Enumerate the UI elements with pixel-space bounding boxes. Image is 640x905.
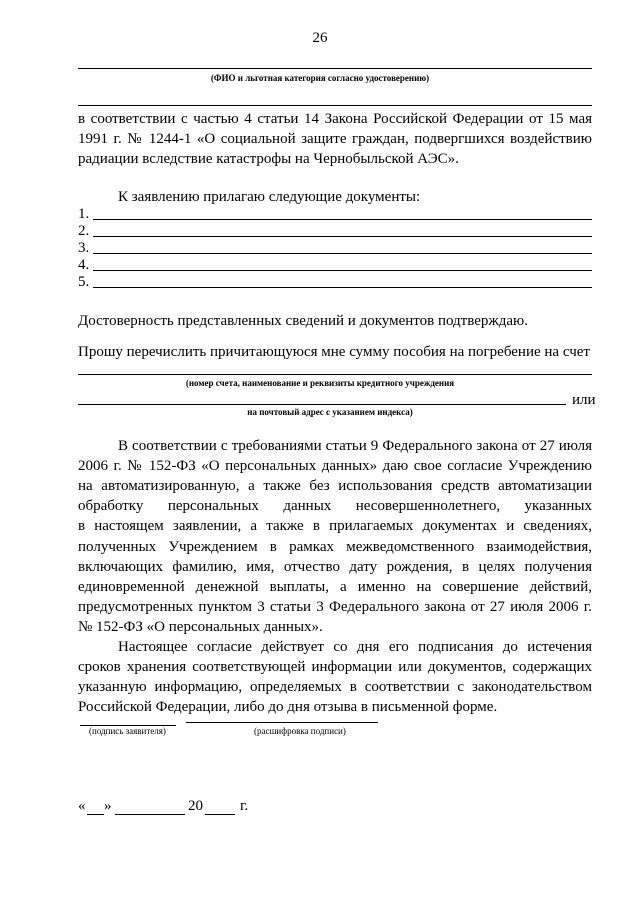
decoding-line[interactable] xyxy=(186,722,378,723)
date-open-quote: « xyxy=(78,798,86,814)
document-line-5[interactable] xyxy=(93,287,592,288)
document-number: 1. xyxy=(78,206,90,222)
account-caption: (номер счета, наименование и реквизиты кредитного учреждения xyxy=(185,378,455,388)
validity-line: указанную информацию, определяемых в соответствии с законодательством xyxy=(78,679,592,695)
fio-caption: (ФИО и льготная категория согласно удостоверению) xyxy=(210,73,430,83)
law-line-1: в соответствии с частью 4 статьи 14 Закона Российской Федерации от 15 мая xyxy=(78,111,592,127)
consent-line: № 152-ФЗ «О персональных данных». xyxy=(78,619,323,635)
document-line-3[interactable] xyxy=(93,253,592,254)
consent-line: полученных Учреждением в рамках межведомственного взаимодействия, xyxy=(78,539,592,555)
document-number: 5. xyxy=(78,274,90,290)
page-number: 26 xyxy=(312,30,328,46)
document-line-2[interactable] xyxy=(93,236,592,237)
document-number: 2. xyxy=(78,223,90,239)
or-word: или xyxy=(572,392,596,408)
month-field[interactable] xyxy=(115,814,185,815)
decoding-caption: (расшифровка подписи) xyxy=(254,726,346,736)
law-line-2: 1991 г. № 1244-1 «О социальной защите граждан, подвергшихся воздействию xyxy=(78,131,592,147)
postal-line[interactable] xyxy=(78,404,566,405)
account-line[interactable] xyxy=(78,374,592,375)
consent-line: на автоматизированную, а также без использования средств автоматизации xyxy=(78,478,592,494)
document-number: 4. xyxy=(78,257,90,273)
document-line-1[interactable] xyxy=(93,219,592,220)
year-prefix: 20 xyxy=(188,798,203,814)
year-suffix: г. xyxy=(240,798,249,814)
confirm-text: Достоверность представленных сведений и документов подтверждаю. xyxy=(78,313,528,329)
transfer-text: Прошу перечислить причитающуюся мне сумму пособия на погребение на счет xyxy=(78,344,590,360)
fio-line-2[interactable] xyxy=(78,105,592,106)
document-line-4[interactable] xyxy=(93,270,592,271)
validity-line: Настоящее согласие действует со дня его подписания до истечения xyxy=(118,639,592,655)
document-number: 3. xyxy=(78,240,90,256)
consent-line: В соответствии с требованиями статьи 9 Федерального закона от 27 июля xyxy=(118,438,592,454)
signature-caption: (подпись заявителя) xyxy=(89,726,166,736)
law-line-3: радиации вследствие катастрофы на Чернобыльской АЭС». xyxy=(78,151,459,167)
consent-line: включающих фамилию, имя, отчество дату рождения, в целях получения xyxy=(78,559,592,575)
consent-line: 2006 г. № 152-ФЗ «О персональных данных» даю свое согласие Учреждению xyxy=(78,458,592,474)
postal-caption: на почтовый адрес с указанием индекса) xyxy=(247,407,413,417)
date-close-quote: » xyxy=(104,798,112,814)
validity-line: Российской Федерации, либо до дня отзыва в письменной форме. xyxy=(78,699,498,715)
consent-line: в настоящем заявлении, а также в прилагаемых документах и сведениях, xyxy=(78,518,592,534)
consent-line: предусмотренных пунктом 3 статьи 3 Федерального закона от 27 июля 2006 г. xyxy=(78,599,592,615)
fio-line[interactable] xyxy=(78,68,592,69)
validity-line: сроков хранения соответствующей информации или документов, содержащих xyxy=(78,659,592,675)
consent-line: обработку персональных данных несовершеннолетнего, указанных xyxy=(78,498,592,514)
day-field[interactable] xyxy=(87,814,104,815)
year-field[interactable] xyxy=(205,814,235,815)
consent-line: единовременной денежной выплаты, а именно на совершение действий, xyxy=(78,579,592,595)
documents-heading: К заявлению прилагаю следующие документы: xyxy=(118,189,421,205)
